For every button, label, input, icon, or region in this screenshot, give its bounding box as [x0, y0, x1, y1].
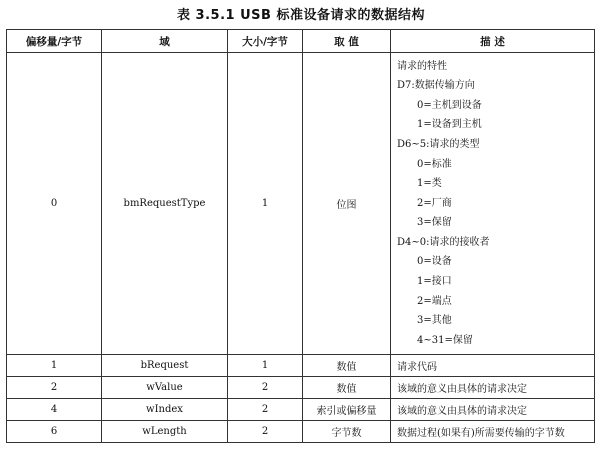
cell-offset: 4 [7, 399, 102, 421]
cell-offset: 0 [7, 53, 102, 355]
cell-value: 索引或偏移量 [303, 399, 391, 421]
description-line: 2=厂商 [417, 197, 452, 209]
cell-field: wLength [102, 421, 228, 443]
description-line: 4~31=保留 [417, 334, 473, 346]
cell-value: 数值 [303, 355, 391, 377]
header-size: 大小/字节 [228, 30, 303, 53]
cell-offset: 6 [7, 421, 102, 443]
description-line: 0=标准 [417, 158, 452, 170]
description-line: 0=设备 [417, 256, 452, 268]
description-lines [397, 55, 594, 353]
description-line: 1=设备到主机 [417, 119, 482, 131]
description-line: 0=主机到设备 [417, 99, 482, 111]
cell-description: 数据过程(如果有)所需要传输的字节数 [391, 421, 595, 443]
description-line: D6~5:请求的类型 [397, 138, 480, 150]
cell-size: 2 [228, 421, 303, 443]
description-line: 请求的特性 [397, 60, 447, 72]
cell-offset: 1 [7, 355, 102, 377]
cell-size: 2 [228, 399, 303, 421]
table-row [7, 421, 595, 443]
cell-value: 字节数 [303, 421, 391, 443]
cell-value: 位图 [303, 53, 391, 355]
header-field: 域 [102, 30, 228, 53]
cell-field: wValue [102, 377, 228, 399]
cell-size: 1 [228, 355, 303, 377]
table-header-row [7, 30, 595, 53]
cell-description: 该域的意义由具体的请求决定 [391, 399, 595, 421]
table-row [7, 399, 595, 421]
usb-request-table [6, 29, 595, 443]
cell-size: 1 [228, 53, 303, 355]
description-line: 3=其他 [417, 315, 452, 327]
header-description: 描 述 [391, 30, 595, 53]
cell-field: bRequest [102, 355, 228, 377]
cell-field: bmRequestType [102, 53, 228, 355]
cell-description: 请求代码 [391, 355, 595, 377]
cell-size: 2 [228, 377, 303, 399]
description-line: D4~0:请求的接收者 [397, 236, 490, 248]
description-line: 1=类 [417, 178, 442, 190]
cell-field: wIndex [102, 399, 228, 421]
table-row [7, 377, 595, 399]
cell-value: 数值 [303, 377, 391, 399]
table-row [7, 355, 595, 377]
description-line: D7:数据传输方向 [397, 80, 475, 92]
table-caption: 表 3.5.1 USB 标准设备请求的数据结构 [177, 8, 425, 23]
cell-description [391, 53, 595, 355]
table-row [7, 53, 595, 355]
description-line: 1=接口 [417, 276, 452, 288]
cell-description: 该域的意义由具体的请求决定 [391, 377, 595, 399]
description-line: 2=端点 [417, 295, 452, 307]
header-offset: 偏移量/字节 [7, 30, 102, 53]
cell-offset: 2 [7, 377, 102, 399]
header-value: 取 值 [303, 30, 391, 53]
description-line: 3=保留 [417, 217, 452, 229]
